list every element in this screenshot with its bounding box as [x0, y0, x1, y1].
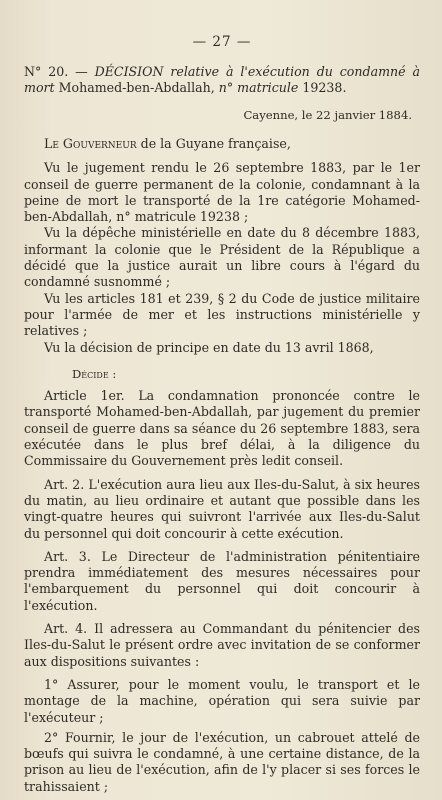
article-3: Art. 3. Le Directeur de l'administration pénitentiaire prendra immédiatement des mesures nécessaires pour l'embarquement du personnel qui doit concourir à l'exécution. [24, 548, 420, 613]
decision-number: N° 20. — [24, 64, 88, 79]
subitem-1: 1° Assurer, pour le moment voulu, le transport et le montage de la machine, opération qui sera suivie par l'exécuteur ; [24, 676, 420, 725]
gouverneur-rest: de la Guyane française, [140, 136, 291, 151]
vu-paragraph-2: Vu la dépêche ministérielle en date du 8 décembre 1883, informant la colonie que le Président de la République a décidé que la justice aurait un libre cours à l'égard du condamné susnommé ; [24, 225, 420, 290]
decide-heading: Décide : [72, 366, 117, 381]
vu-paragraph-3: Vu les articles 181 et 239, § 2 du Code de justice militaire pour l'armée de mer et les instructions ministérielle y relatives ; [24, 290, 420, 339]
vu-paragraph-1: Vu le jugement rendu le 26 septembre 1883, par le 1er conseil de guerre permanent de la colonie, condamnant à la peine de mort le transporté de la 1re catégorie Mohamed-ben-Abdallah, n° matricule 19238 ; [24, 160, 420, 225]
gouverneur-title: Le Gouverneur [44, 136, 137, 151]
condemned-name: Mohamed-ben-Abdallah, [58, 80, 215, 95]
subitem-2: 2° Fournir, le jour de l'exécution, un cabrouet attelé de bœufs qui suivra le condamné, à une certaine distance, de la prison au lieu de l'exécution, afin de l'y placer si ses forces le trahissaient ; [24, 729, 420, 794]
article-4: Art. 4. Il adressera au Commandant du pénitencier des Iles-du-Salut le présent ordre avec invitation de se conformer aux dispositions suivantes : [24, 621, 420, 669]
vu-paragraph-4: Vu la décision de principe en date du 13 avril 1868, [44, 339, 374, 355]
matricule-number: 19238. [302, 80, 347, 95]
decision-heading [24, 64, 420, 96]
dateline: Cayenne, le 22 janvier 1884. [243, 108, 412, 122]
article-1: Article 1er. La condamnation prononcée contre le transporté Mohamed-ben-Abdallah, par jugement du premier conseil de guerre dans sa séance du 26 septembre 1883, sera exécutée dans le plus bref délai, à la diligence du Commissaire du Gouvernement près ledit conseil. [24, 388, 420, 469]
gouverneur-line [24, 136, 420, 152]
article-2: Art. 2. L'exécution aura lieu aux Iles-du-Salut, à six heures du matin, au lieu ordinaire et autant que possible dans les vingt-quatre heures qui suivront l'arrivée aux Iles-du-Salut du personnel qui doit concourir à cette exécution. [24, 476, 420, 541]
decision-title: DÉCISION relative à l'exécution du condamné à mort [24, 64, 420, 95]
page-number: — 27 — [192, 34, 252, 50]
matricule-label: n° matricule [218, 80, 299, 95]
